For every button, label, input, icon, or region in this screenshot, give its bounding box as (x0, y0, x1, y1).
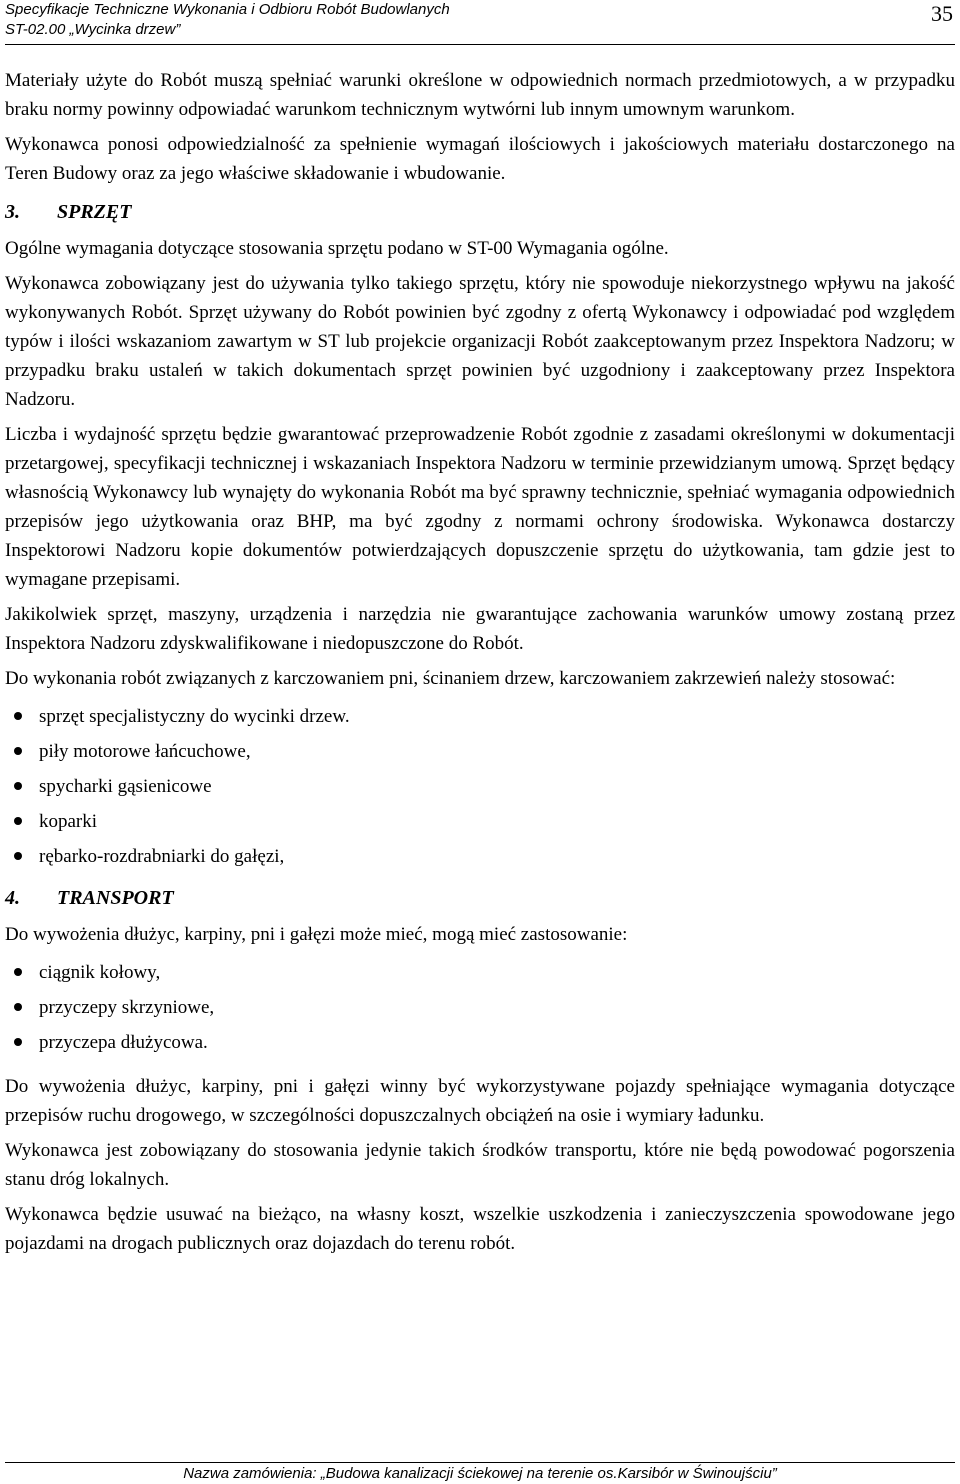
list-item-text: spycharki gąsienicowe (39, 776, 212, 797)
list-item (5, 955, 955, 990)
bullet-icon (14, 1003, 22, 1011)
section-title: SPRZĘT (57, 201, 132, 223)
list-item-text: koparki (39, 811, 98, 832)
list-item-text: piły motorowe łańcuchowe, (39, 741, 251, 762)
page-content (5, 66, 955, 1264)
paragraph-disqualified-equipment: Jakikolwiek sprzęt, maszyny, urządzenia i narzędzia nie gwarantujące zachowania warunków umowy zostaną przez Inspektora Nadzoru zdyskwalifikowane i niedopuszczone do Robót. (5, 604, 955, 654)
bullet-icon (14, 1038, 22, 1046)
header-subtitle: ST-02.00 „Wycinka drzew” (5, 21, 181, 38)
paragraph-contractor-responsibility: Wykonawca ponosi odpowiedzialność za spełnienie wymagań ilościowych i jakościowych materiału dostarczonego na Teren Budowy oraz za jego właściwe składowanie i wbudowanie. (5, 134, 955, 184)
section-number: 4. (5, 887, 20, 909)
list-item (5, 804, 955, 839)
paragraph-vehicle-requirements: Do wywożenia dłużyc, karpiny, pni i gałęzi winny być wykorzystywane pojazdy spełniające wymagania dotyczące przepisów ruchu drogowego, w szczególności dopuszczalnych obciążeń na osie i wymiary ładunku. (5, 1076, 955, 1126)
list-item (5, 699, 955, 734)
list-item-text: przyczepa dłużycowa. (39, 1032, 208, 1053)
bullet-icon (14, 817, 22, 825)
paragraph-materials-norms: Materiały użyte do Robót muszą spełniać warunki określone w odpowiednich normach przedmiotowych, a w przypadku braku normy powinny odpowiadać warunkom technicznym wytwórni lub innym umownym warunkom. (5, 70, 955, 120)
list-item (5, 839, 955, 874)
bullet-icon (14, 747, 22, 755)
paragraph-equipment-list-intro: Do wykonania robót związanych z karczowaniem pni, ścinaniem drzew, karczowaniem zakrzewień należy stosować: (5, 668, 896, 689)
page-footer: Nazwa zamówienia: „Budowa kanalizacji ściekowej na terenie os.Karsibór w Świnoujściu” (5, 1462, 955, 1484)
bullet-icon (14, 968, 22, 976)
bullet-icon (14, 782, 22, 790)
paragraph-transport-intro: Do wywożenia dłużyc, karpiny, pni i gałęzi może mieć, mogą mieć zastosowanie: (5, 924, 628, 945)
equipment-list (5, 699, 955, 874)
paragraph-damage-removal: Wykonawca będzie usuwać na bieżąco, na własny koszt, wszelkie uszkodzenia i zanieczyszczenia spowodowane jego pojazdami na drogach publicznych oraz dojazdach do terenu robót. (5, 1204, 955, 1254)
section-heading-equipment (5, 196, 955, 228)
bullet-icon (14, 712, 22, 720)
section-title: TRANSPORT (57, 887, 174, 909)
page-header (5, 0, 955, 45)
header-title: Specyfikacje Techniczne Wykonania i Odbioru Robót Budowlanych (5, 1, 450, 18)
list-item (5, 769, 955, 804)
page-number: 35 (931, 1, 953, 26)
paragraph-equipment-usage: Wykonawca zobowiązany jest do używania tylko takiego sprzętu, który nie spowoduje niekorzystnego wpływu na jakość wykonywanych Robót. Sprzęt używany do Robót powinien być zgodny z ofertą Wykonawcy i odpowiadać pod względem typów i ilości wskazaniom zawartym w ST lub projekcie organizacji Robót zaakceptowanym przez Inspektora Nadzoru; w przypadku braku ustaleń w takich dokumentach sprzęt powinien być uzgodniony i zaakceptowany przez Inspektora Nadzoru. (5, 273, 955, 410)
list-item-text: ciągnik kołowy, (39, 962, 161, 983)
section-heading-transport (5, 882, 955, 914)
section-number: 3. (5, 201, 20, 223)
paragraph-general-requirements: Ogólne wymagania dotyczące stosowania sprzętu podano w ST-00 Wymagania ogólne. (5, 238, 669, 259)
paragraph-equipment-capacity: Liczba i wydajność sprzętu będzie gwarantować przeprowadzenie Robót zgodnie z zasadami określonymi w dokumentacji przetargowej, specyfikacji technicznej i wskazaniach Inspektora Nadzoru w terminie przewidzianym umową. Sprzęt będący własnością Wykonawcy lub wynajęty do wykonania Robót ma być sprawny technicznie, spełniać wymagania odpowiednich przepisów jego użytkowania oraz BHP, ma być zgodny z normami ochrony środowiska. Wykonawca dostarczy Inspektorowi Nadzoru kopie dokumentów potwierdzających dopuszczenie sprzętu do użytkowania, tam gdzie jest to wymagane przepisami. (5, 424, 955, 590)
list-item (5, 990, 955, 1025)
list-item (5, 734, 955, 769)
list-item-text: przyczepy skrzyniowe, (39, 997, 215, 1018)
list-item-text: rębarko-rozdrabniarki do gałęzi, (39, 846, 285, 867)
paragraph-road-condition: Wykonawca jest zobowiązany do stosowania jedynie takich środków transportu, które nie będą powodować pogorszenia stanu dróg lokalnych. (5, 1140, 955, 1190)
transport-list (5, 955, 955, 1060)
list-item (5, 1025, 955, 1060)
bullet-icon (14, 852, 22, 860)
list-item-text: sprzęt specjalistyczny do wycinki drzew. (39, 706, 350, 727)
